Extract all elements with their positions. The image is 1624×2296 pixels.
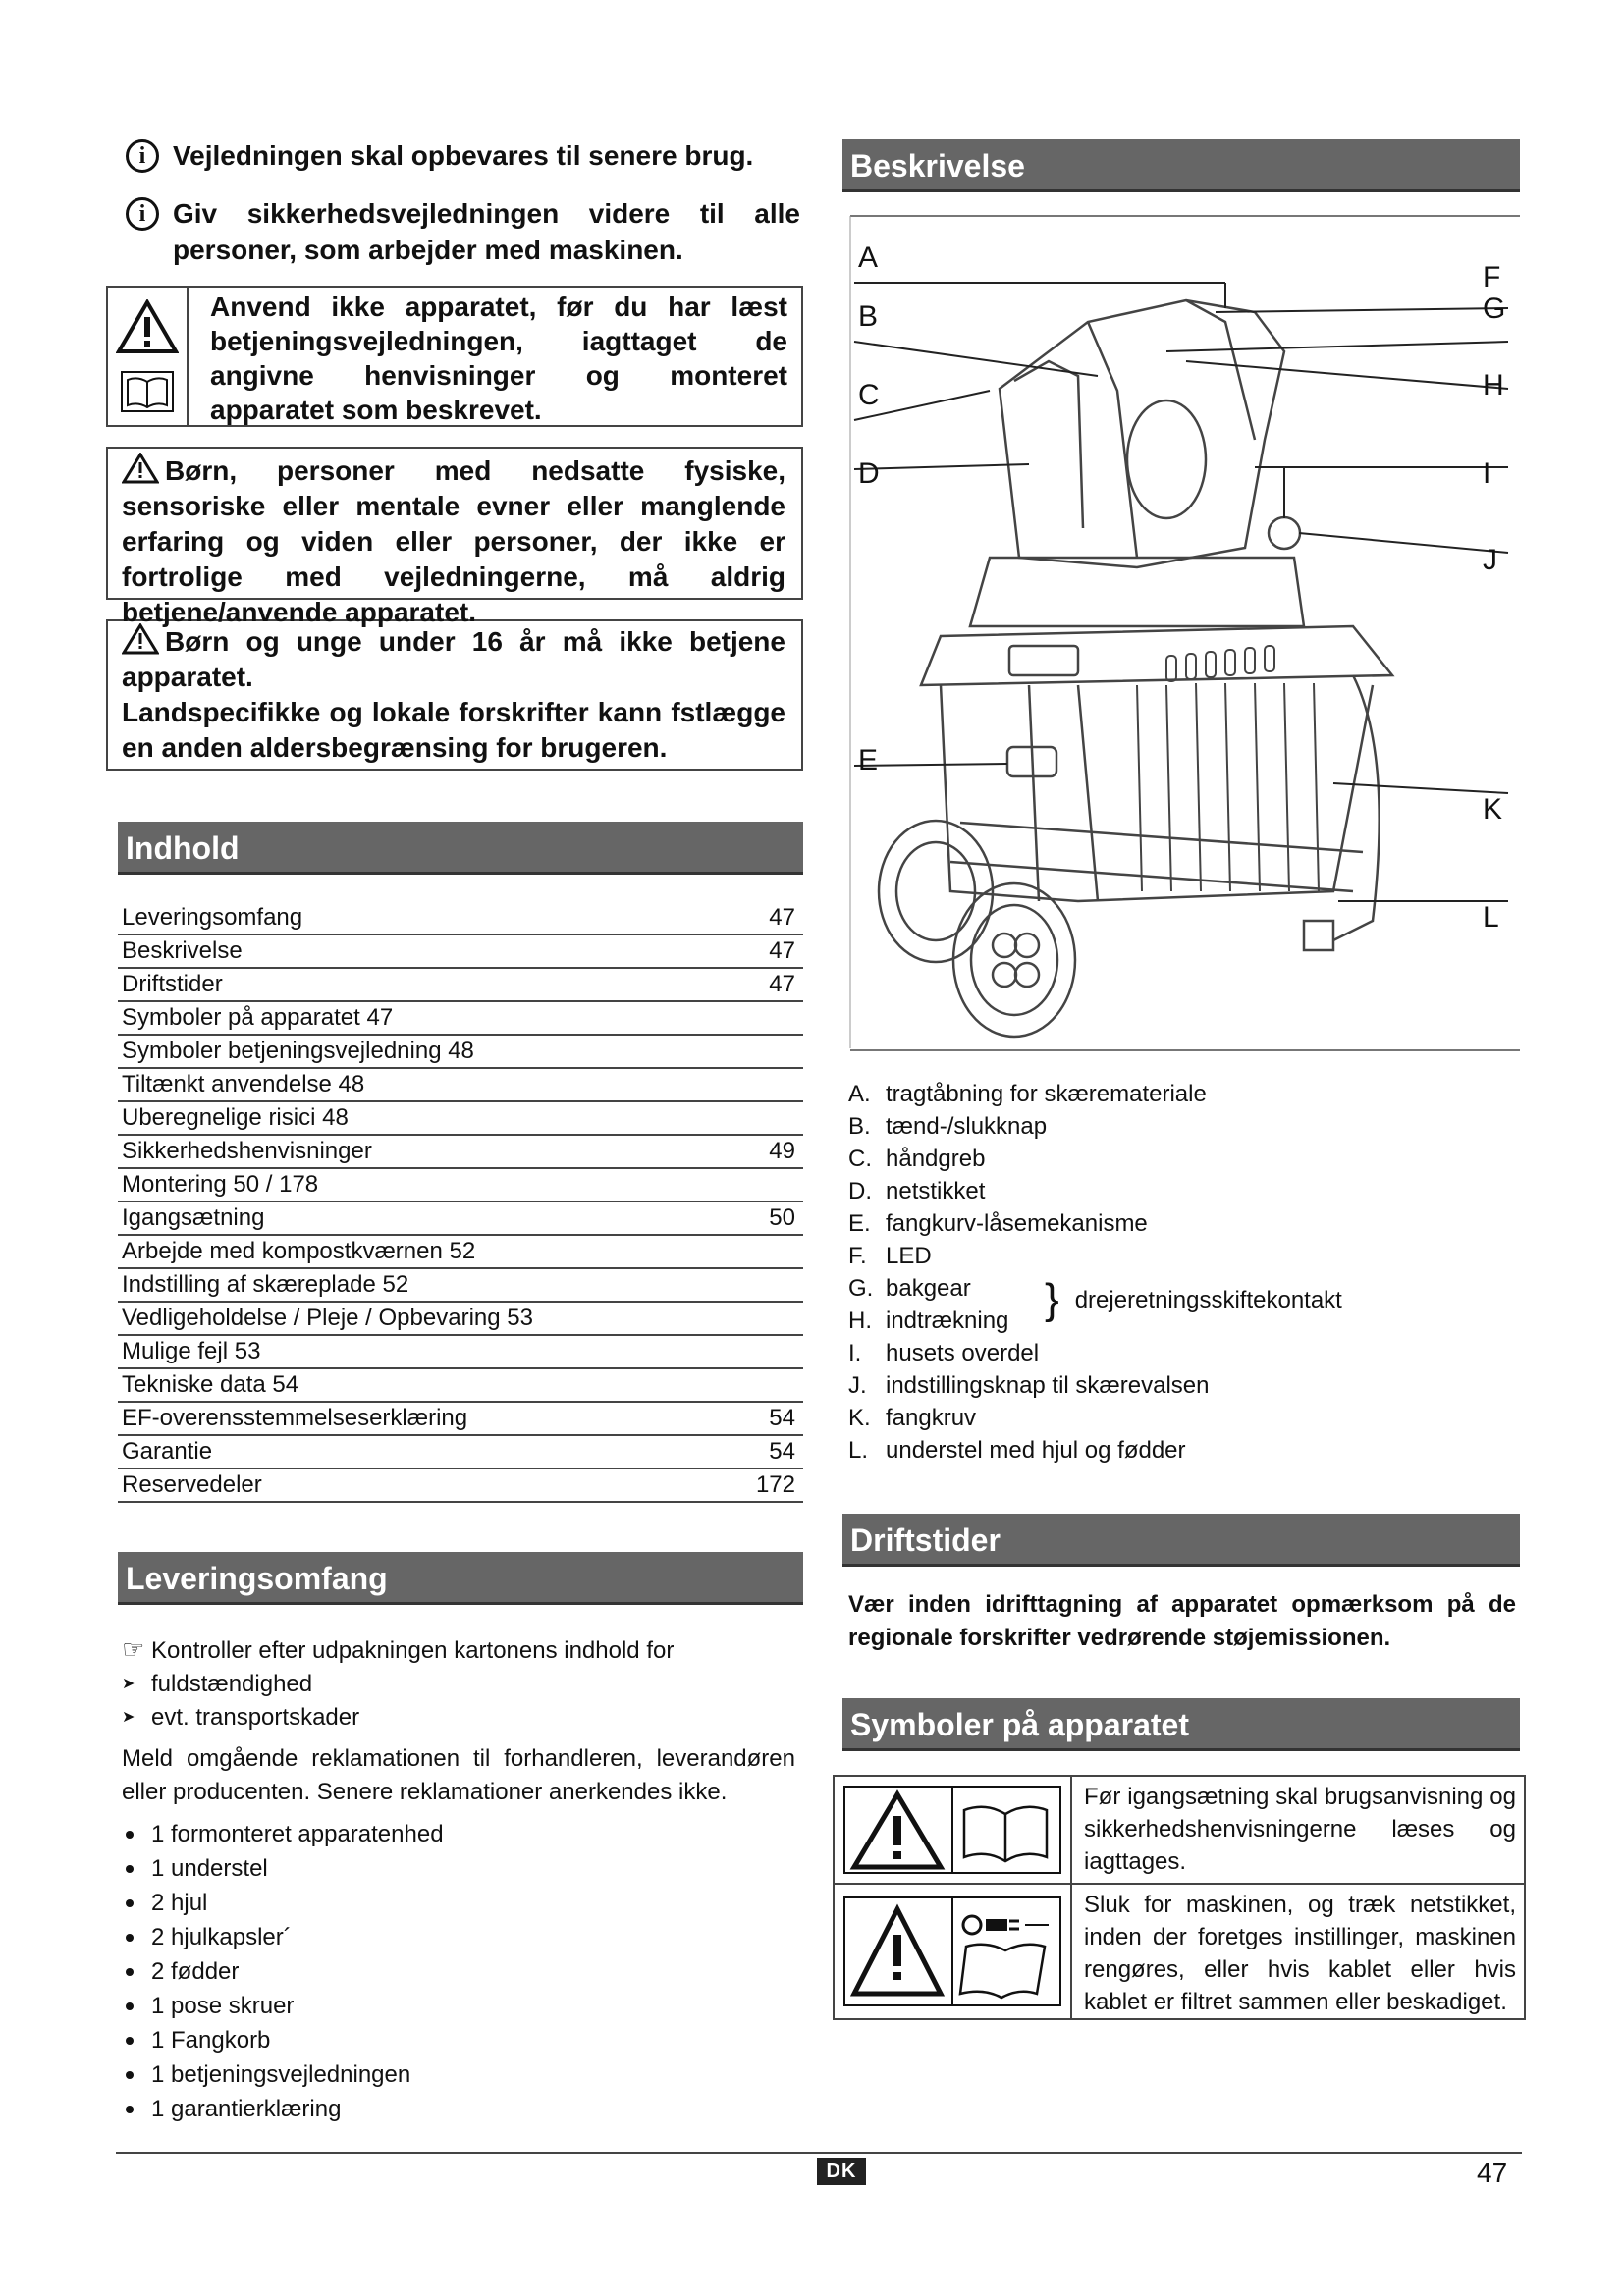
diagram-label: A — [858, 241, 879, 274]
legend-key: L. — [848, 1437, 869, 1464]
check-list — [118, 1668, 803, 1735]
toc-row — [118, 902, 803, 935]
legend-key: A. — [848, 1081, 871, 1107]
legend-text: fangkruv — [886, 1405, 977, 1431]
shredder-illustration — [842, 214, 1520, 1052]
check-intro-text: Kontroller efter udpakningen kartonens indhold for — [150, 1637, 675, 1664]
legend-text: LED — [886, 1243, 932, 1269]
gh-group — [1045, 1275, 1342, 1323]
legend-key: C. — [848, 1146, 872, 1172]
delivery-item: 1 Fangkorb — [118, 2023, 803, 2057]
toc-label: Montering 50 / 178 — [122, 1171, 319, 1198]
symbol-icons — [835, 1885, 1072, 2018]
toc-label: Indstilling af skæreplade 52 — [122, 1271, 409, 1298]
toc-label: Igangsætning — [122, 1204, 265, 1231]
leveringsomfang-section — [118, 1552, 803, 2126]
diagram-label: C — [858, 379, 880, 411]
legend-key: K. — [848, 1405, 871, 1431]
manual-book-icon — [120, 370, 175, 413]
legend-text: fangkurv-låsemekanisme — [886, 1210, 1148, 1237]
info-icon: i — [126, 197, 159, 231]
legend-item — [848, 1240, 1520, 1272]
toc-row — [118, 1303, 803, 1336]
diagram-label: H — [1483, 369, 1504, 401]
toc-row — [118, 935, 803, 969]
diagram-label: B — [858, 300, 879, 333]
toc-row — [118, 1236, 803, 1269]
symbol-text: Sluk for maskinen, og træk netstikket, inden der foretges instillinger, maskinen rengøres, eller hvis kablet eller hvis kablet er filtret sammen eller beskadiget. — [1084, 1892, 1516, 2015]
symbol-text: Før igangsætning skal brugsanvisning og sikkerhedshenvisningerne læses og iagttages. — [1084, 1784, 1516, 1875]
diagram-label: F — [1483, 261, 1501, 294]
toc-page: 54 — [769, 1438, 795, 1465]
toc-label: Uberegnelige risici 48 — [122, 1104, 349, 1131]
symbol-icons — [835, 1777, 1072, 1883]
delivery-item: 1 betjeningsvejledningen — [118, 2057, 803, 2092]
legend-key: F. — [848, 1243, 867, 1269]
indhold-section — [118, 822, 803, 1503]
legend-item — [848, 1110, 1520, 1143]
section-heading: Driftstider — [842, 1514, 1520, 1567]
legend-item — [848, 1207, 1520, 1240]
warning-text: Landspecifikke og lokale forskrifter kann fstlægge en anden aldersbegrænsing for brugeren. — [122, 697, 785, 763]
delivery-item: 2 hjulkapsler´ — [118, 1920, 803, 1954]
toc-row — [118, 969, 803, 1002]
warning-and-manual-icon — [842, 1785, 1062, 1875]
toc-label: Symboler på apparatet 47 — [122, 1004, 394, 1031]
info-note-1 — [126, 137, 800, 174]
toc-page: 50 — [769, 1204, 795, 1231]
warning-text: Børn, personer med nedsatte fysiske, sensoriske eller mentale evner eller manglende erfaring og viden eller personer, der ikke er fortrolige med vejledningerne, må aldrig betjene/anvende apparatet. — [122, 455, 785, 627]
legend-item — [848, 1402, 1520, 1434]
toc-label: Beskrivelse — [122, 937, 243, 964]
legend-item — [848, 1143, 1520, 1175]
toc-label: Leveringsomfang — [122, 904, 303, 931]
toc-label: Tiltænkt anvendelse 48 — [122, 1071, 365, 1097]
toc-row — [118, 1169, 803, 1202]
delivery-item: 2 hjul — [118, 1886, 803, 1920]
toc-row — [118, 1369, 803, 1403]
toc-label: Driftstider — [122, 971, 223, 997]
legend-key: D. — [848, 1178, 872, 1204]
toc-row — [118, 1136, 803, 1169]
legend-key: J. — [848, 1372, 867, 1399]
symboler-section — [842, 1698, 1520, 2020]
warning-box-children — [106, 447, 803, 627]
legend-item — [848, 1434, 1520, 1467]
warning-box-age — [106, 619, 803, 771]
warning-text: Anvend ikke apparatet, før du har læst betjeningsvejledningen, iagttaget de angivne henvisninger og monteret apparatet som beskrevet. — [210, 292, 787, 425]
legend-key: B. — [848, 1113, 871, 1140]
check-intro — [118, 1632, 803, 1668]
driftstider-text: Vær inden idrifttagning af apparatet opmærksom på de regionale forskrifter vedrørende støjemissionen. — [848, 1591, 1516, 1651]
right-column — [842, 139, 1520, 2020]
delivery-item: 2 fødder — [118, 1954, 803, 1989]
warning-icons — [108, 288, 189, 425]
legend-text: bakgear — [886, 1275, 971, 1302]
warning-text: Børn og unge under 16 år må ikke betjene apparatet. — [122, 626, 785, 692]
section-heading: Indhold — [118, 822, 803, 875]
legend-text: tænd-/slukknap — [886, 1113, 1048, 1140]
legend-text: indtrækning — [886, 1308, 1009, 1334]
language-badge: DK — [817, 2158, 866, 2185]
toc-label: Symboler betjeningsvejledning 48 — [122, 1038, 474, 1064]
toc-row — [118, 1036, 803, 1069]
legend-key: I. — [848, 1340, 862, 1366]
toc-label: EF-overensstemmelseserklæring — [122, 1405, 468, 1431]
toc-row — [118, 1069, 803, 1102]
toc-row — [118, 1202, 803, 1236]
section-heading: Symboler på apparatet — [842, 1698, 1520, 1751]
toc-row — [118, 1002, 803, 1036]
machine-diagram — [842, 214, 1520, 1052]
diagram-label: K — [1483, 793, 1503, 826]
toc-label: Reservedeler — [122, 1471, 262, 1498]
brace-icon: } — [1045, 1275, 1059, 1323]
legend-item — [848, 1369, 1520, 1402]
delivery-item: 1 formonteret apparatenhed — [118, 1817, 803, 1851]
toc-row — [118, 1336, 803, 1369]
toc-row — [118, 1469, 803, 1503]
diagram-label: G — [1483, 293, 1506, 325]
symbols-table — [833, 1775, 1526, 2020]
diagram-label: D — [858, 457, 880, 490]
symbol-row — [835, 1777, 1524, 1885]
warning-triangle-icon — [116, 299, 179, 354]
delivery-items-list — [118, 1817, 803, 2126]
claims-paragraph: Meld omgående reklamationen til forhandleren, leverandøren eller producenten. Senere reklamationer anerkendes ikke. — [122, 1745, 795, 1805]
warning-triangle-icon — [122, 623, 159, 655]
legend-text: understel med hjul og fødder — [886, 1437, 1186, 1464]
info-note-2 — [126, 195, 800, 268]
legend-text: tragtåbning for skæremateriale — [886, 1081, 1207, 1107]
toc-page: 49 — [769, 1138, 795, 1164]
legend-item — [848, 1337, 1520, 1369]
toc-row — [118, 1269, 803, 1303]
warning-triangle-icon — [122, 453, 159, 484]
legend-key: E. — [848, 1210, 871, 1237]
toc-row — [118, 1436, 803, 1469]
toc-page: 47 — [769, 937, 795, 964]
legend-text: husets overdel — [886, 1340, 1040, 1366]
toc-label: Mulige fejl 53 — [122, 1338, 261, 1364]
legend-item — [848, 1078, 1520, 1110]
warning-paragraph — [122, 623, 785, 695]
check-item: ➤ evt. transportskader — [118, 1701, 803, 1735]
warning-and-unplug-icon — [842, 1896, 1062, 2007]
toc-row — [118, 1403, 803, 1436]
diagram-label: J — [1483, 544, 1497, 576]
diagram-label: L — [1483, 901, 1499, 934]
info-icon: i — [126, 139, 159, 173]
toc-label: Tekniske data 54 — [122, 1371, 299, 1398]
toc-label: Vedligeholdelse / Pleje / Opbevaring 53 — [122, 1305, 533, 1331]
gh-group-label: drejeretningsskiftekontakt — [1074, 1286, 1342, 1313]
toc-page: 47 — [769, 904, 795, 931]
info-note-text: Giv sikkerhedsvejledningen videre til alle personer, som arbejder med maskinen. — [173, 198, 800, 265]
legend-text: indstillingsknap til skærevalsen — [886, 1372, 1210, 1399]
delivery-item: 1 understel — [118, 1851, 803, 1886]
legend-key: G. — [848, 1275, 874, 1302]
toc-page: 172 — [755, 1471, 795, 1498]
section-heading: Beskrivelse — [842, 139, 1520, 192]
warning-paragraph — [122, 453, 785, 630]
parts-legend — [842, 1078, 1520, 1467]
legend-text: håndgreb — [886, 1146, 986, 1172]
delivery-item: 1 pose skruer — [118, 1989, 803, 2023]
delivery-item: 1 garantierklæring — [118, 2092, 803, 2126]
toc-label: Sikkerhedshenvisninger — [122, 1138, 372, 1164]
info-note-text: Vejledningen skal opbevares til senere brug. — [173, 140, 754, 171]
warning-box-read-manual — [106, 286, 803, 427]
toc-label: Arbejde med kompostkværnen 52 — [122, 1238, 476, 1264]
legend-item — [848, 1175, 1520, 1207]
table-of-contents — [118, 902, 803, 1503]
legend-key: H. — [848, 1308, 872, 1334]
driftstider-section — [842, 1514, 1520, 1655]
check-item: ➤ fuldstændighed — [118, 1668, 803, 1701]
section-heading: Leveringsomfang — [118, 1552, 803, 1605]
diagram-label: I — [1483, 457, 1491, 490]
toc-page: 47 — [769, 971, 795, 997]
footer-rule — [116, 2152, 1522, 2154]
pointing-hand-icon: ☞ — [122, 1634, 145, 1664]
diagram-label: E — [858, 744, 879, 776]
toc-label: Garantie — [122, 1438, 213, 1465]
toc-row — [118, 1102, 803, 1136]
toc-page: 54 — [769, 1405, 795, 1431]
page-number: 47 — [1477, 2158, 1508, 2188]
legend-text: netstikket — [886, 1178, 986, 1204]
left-column — [108, 137, 800, 2126]
symbol-row — [835, 1885, 1524, 2018]
